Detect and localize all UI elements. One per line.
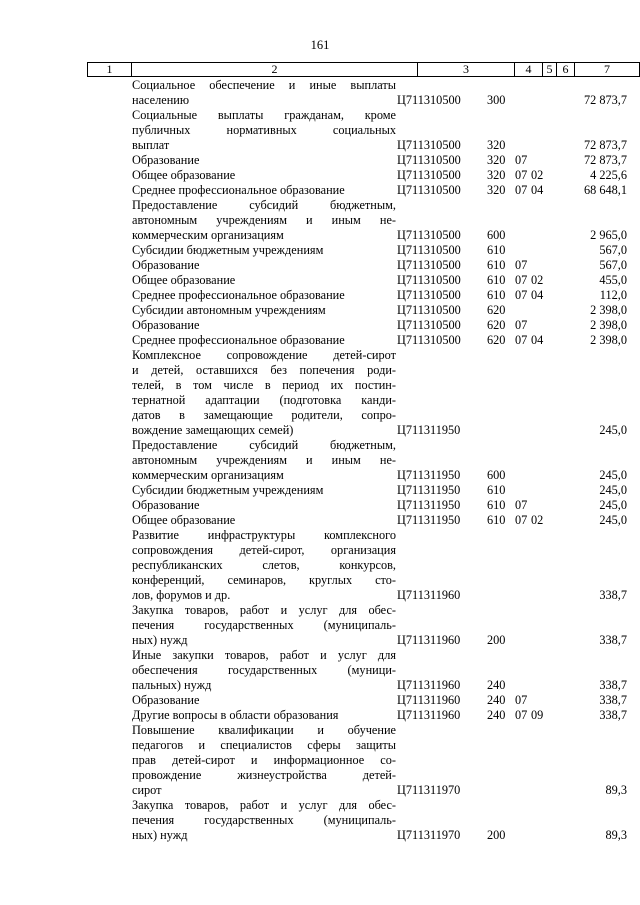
table-row — [87, 168, 627, 183]
row-code: Ц711310500 — [397, 153, 461, 167]
row-subsection — [531, 723, 549, 798]
row-section — [515, 243, 531, 258]
table-row — [87, 153, 627, 168]
row-expense-type — [487, 528, 515, 603]
row-name — [87, 483, 397, 498]
row-subsection — [531, 258, 549, 273]
row-code: Ц711310500 — [397, 288, 461, 302]
row-name — [87, 108, 397, 153]
row-section: 07 — [515, 168, 528, 182]
row-name-line: сопровождения детей-сирот, организация — [132, 543, 396, 557]
row-name-line: Общее образование — [132, 513, 236, 527]
row-section: 07 — [515, 513, 528, 527]
row-code: Ц711310500 — [397, 303, 461, 317]
row-expense-type: 610 — [487, 483, 506, 497]
row-name-line: Образование — [132, 498, 200, 512]
row-name — [87, 303, 397, 318]
row-name-line: Развитие инфраструктуры комплексного — [132, 528, 396, 542]
row-expense-type: 320 — [487, 138, 506, 152]
row-section: 07 — [515, 333, 528, 347]
row-name — [87, 603, 397, 648]
row-code: Ц711311950 — [397, 483, 461, 497]
row-section — [515, 303, 531, 318]
row-subsection — [531, 153, 549, 168]
row-expense-type: 610 — [487, 288, 506, 302]
row-subsection: 02 — [531, 513, 544, 527]
row-amount: 89,3 — [605, 783, 627, 797]
row-amount: 567,0 — [599, 243, 627, 257]
table-row — [87, 198, 627, 243]
row-subsection: 02 — [531, 273, 544, 287]
row-expense-type — [487, 348, 515, 438]
row-expense-type: 320 — [487, 168, 506, 182]
row-expense-type: 320 — [487, 183, 506, 197]
row-name — [87, 333, 397, 348]
row-section — [515, 798, 531, 843]
table-row — [87, 723, 627, 798]
table-row — [87, 273, 627, 288]
row-expense-type: 610 — [487, 258, 506, 272]
row-code: Ц711310500 — [397, 273, 461, 287]
row-name — [87, 288, 397, 303]
table-row — [87, 528, 627, 603]
row-name-line: автономным учреждениям и иным не- — [132, 213, 396, 227]
table-row — [87, 513, 627, 528]
row-name-line: педагогов и специалистов сферы защиты — [132, 738, 396, 752]
row-expense-type: 200 — [487, 633, 506, 647]
table-row — [87, 183, 627, 198]
row-subsection — [531, 528, 549, 603]
row-name-line: ных) нужд — [132, 828, 188, 842]
table-row — [87, 108, 627, 153]
row-name-line: печения государственных (муниципаль- — [132, 618, 396, 632]
row-subsection — [531, 798, 549, 843]
row-name-line: Закупка товаров, работ и услуг для обес- — [132, 603, 396, 617]
table-row — [87, 648, 627, 693]
table-row — [87, 333, 627, 348]
row-name-line: Повышение квалификации и обучение — [132, 723, 396, 737]
column-header-7: 7 — [575, 63, 640, 77]
row-section — [515, 603, 531, 648]
row-subsection — [531, 483, 549, 498]
row-name — [87, 183, 397, 198]
row-name-line: Среднее профессиональное образование — [132, 183, 345, 197]
row-name-line: вождение замещающих семей) — [132, 423, 294, 437]
row-section — [515, 483, 531, 498]
row-section: 07 — [515, 693, 528, 707]
table-row — [87, 693, 627, 708]
row-subsection — [531, 438, 549, 483]
row-name-line: Иные закупки товаров, работ и услуг для — [132, 648, 396, 662]
table-row — [87, 498, 627, 513]
row-subsection — [531, 348, 549, 438]
row-name — [87, 168, 397, 183]
row-amount: 455,0 — [599, 273, 627, 287]
row-section — [515, 78, 531, 108]
row-expense-type: 320 — [487, 153, 506, 167]
row-code: Ц711311960 — [397, 588, 461, 602]
row-name — [87, 798, 397, 843]
row-subsection — [531, 78, 549, 108]
row-name — [87, 723, 397, 798]
row-section: 07 — [515, 183, 528, 197]
column-header-2: 2 — [132, 63, 418, 77]
row-subsection: 04 — [531, 333, 544, 347]
row-name-line: Образование — [132, 258, 200, 272]
column-header-5: 5 — [543, 63, 557, 77]
table-row — [87, 603, 627, 648]
row-name-line: Субсидии автономным учреждениям — [132, 303, 326, 317]
row-name-line: Общее образование — [132, 273, 236, 287]
table-row — [87, 258, 627, 273]
column-header-6: 6 — [557, 63, 575, 77]
row-section — [515, 108, 531, 153]
row-name-line: Социальное обеспечение и иные выплаты — [132, 78, 396, 92]
row-code: Ц711310500 — [397, 318, 461, 332]
row-name-line: датов в замещающие родители, сопро- — [132, 408, 396, 422]
row-expense-type: 240 — [487, 693, 506, 707]
row-name-line: Предоставление субсидий бюджетным, — [132, 198, 396, 212]
row-expense-type: 610 — [487, 513, 506, 527]
row-subsection: 09 — [531, 708, 544, 722]
row-name-line: ных) нужд — [132, 633, 188, 647]
row-code: Ц711311960 — [397, 693, 461, 707]
row-name-line: коммерческим организациям — [132, 228, 284, 242]
row-section: 07 — [515, 288, 528, 302]
row-name-line: публичных нормативных социальных — [132, 123, 396, 137]
row-amount: 2 398,0 — [590, 333, 627, 347]
row-code: Ц711310500 — [397, 138, 461, 152]
row-section: 07 — [515, 498, 528, 512]
row-amount: 245,0 — [599, 483, 627, 497]
row-code: Ц711310500 — [397, 333, 461, 347]
row-name-line: лов, форумов и др. — [132, 588, 231, 602]
row-name — [87, 318, 397, 333]
row-section — [515, 528, 531, 603]
row-expense-type: 620 — [487, 303, 506, 317]
row-name — [87, 78, 397, 108]
row-name-line: Субсидии бюджетным учреждениям — [132, 483, 324, 497]
row-section: 07 — [515, 273, 528, 287]
budget-table — [87, 78, 627, 843]
row-amount: 72 873,7 — [583, 153, 627, 167]
row-subsection: 02 — [531, 168, 544, 182]
row-name-line: провождение жизнеустройства детей- — [132, 768, 396, 782]
row-code: Ц711310500 — [397, 243, 461, 257]
row-name — [87, 348, 397, 438]
row-name-line: обеспечения государственных (муници- — [132, 663, 396, 677]
row-name-line: телей, в том числе в период их постин- — [132, 378, 396, 392]
row-expense-type: 300 — [487, 93, 506, 107]
row-name-line: тернатной адаптации (подготовка канди- — [132, 393, 396, 407]
row-code: Ц711311960 — [397, 708, 461, 722]
row-subsection — [531, 498, 549, 513]
row-amount: 72 873,7 — [583, 93, 627, 107]
row-name-line: Закупка товаров, работ и услуг для обес- — [132, 798, 396, 812]
row-amount: 68 648,1 — [583, 183, 627, 197]
table-row — [87, 78, 627, 108]
row-expense-type: 610 — [487, 498, 506, 512]
row-name — [87, 528, 397, 603]
column-header-3: 3 — [418, 63, 515, 77]
row-subsection: 04 — [531, 288, 544, 302]
row-code: Ц711310500 — [397, 258, 461, 272]
row-name-line: сирот — [132, 783, 162, 797]
table-row — [87, 438, 627, 483]
row-amount: 245,0 — [599, 468, 627, 482]
row-code: Ц711310500 — [397, 183, 461, 197]
row-name — [87, 198, 397, 243]
row-name-line: пальных) нужд — [132, 678, 212, 692]
row-name — [87, 498, 397, 513]
row-expense-type — [487, 723, 515, 798]
row-name-line: республиканских слетов, конкурсов, — [132, 558, 396, 572]
table-row — [87, 483, 627, 498]
row-amount: 338,7 — [599, 693, 627, 707]
table-row — [87, 288, 627, 303]
row-name-line: коммерческим организациям — [132, 468, 284, 482]
row-amount: 338,7 — [599, 588, 627, 602]
row-expense-type: 610 — [487, 273, 506, 287]
row-amount: 567,0 — [599, 258, 627, 272]
row-name-line: Предоставление субсидий бюджетным, — [132, 438, 396, 452]
row-name-line: Среднее профессиональное образование — [132, 288, 345, 302]
row-name-line: автономным учреждениям и иным не- — [132, 453, 396, 467]
row-code: Ц711311970 — [397, 828, 461, 842]
row-expense-type: 610 — [487, 243, 506, 257]
row-name — [87, 513, 397, 528]
row-subsection — [531, 648, 549, 693]
row-name-line: Другие вопросы в области образования — [132, 708, 339, 722]
row-subsection — [531, 318, 549, 333]
row-name — [87, 438, 397, 483]
row-section — [515, 348, 531, 438]
table-row — [87, 798, 627, 843]
row-name-line: конференций, семинаров, круглых сто- — [132, 573, 396, 587]
row-code: Ц711310500 — [397, 228, 461, 242]
row-code: Ц711311960 — [397, 633, 461, 647]
row-code: Ц711311950 — [397, 468, 461, 482]
table-row — [87, 708, 627, 723]
row-name-line: Среднее профессиональное образование — [132, 333, 345, 347]
table-row — [87, 303, 627, 318]
row-subsection — [531, 693, 549, 708]
row-amount: 2 965,0 — [590, 228, 627, 242]
row-amount: 245,0 — [599, 513, 627, 527]
row-name-line: Образование — [132, 318, 200, 332]
row-section: 07 — [515, 258, 528, 272]
column-header-row — [87, 62, 640, 77]
column-header-4: 4 — [515, 63, 543, 77]
row-code: Ц711311970 — [397, 783, 461, 797]
row-section — [515, 438, 531, 483]
row-subsection — [531, 303, 549, 318]
row-amount: 338,7 — [599, 678, 627, 692]
row-name-line: печения государственных (муниципаль- — [132, 813, 396, 827]
row-section — [515, 198, 531, 243]
row-code: Ц711311960 — [397, 678, 461, 692]
column-header-1: 1 — [88, 63, 132, 77]
row-name-line: Социальные выплаты гражданам, кроме — [132, 108, 396, 122]
table-row — [87, 348, 627, 438]
row-amount: 4 225,6 — [590, 168, 627, 182]
row-name-line: Образование — [132, 153, 200, 167]
row-subsection — [531, 603, 549, 648]
row-amount: 245,0 — [599, 423, 627, 437]
row-amount: 72 873,7 — [583, 138, 627, 152]
row-amount: 245,0 — [599, 498, 627, 512]
page-number: 161 — [310, 38, 330, 52]
row-name-line: Комплексное сопровождение детей-сирот — [132, 348, 396, 362]
row-subsection — [531, 243, 549, 258]
row-section — [515, 723, 531, 798]
row-code: Ц711311950 — [397, 498, 461, 512]
row-amount: 2 398,0 — [590, 303, 627, 317]
row-expense-type: 620 — [487, 333, 506, 347]
row-expense-type: 620 — [487, 318, 506, 332]
row-code: Ц711311950 — [397, 513, 461, 527]
row-section: 07 — [515, 318, 528, 332]
row-name — [87, 708, 397, 723]
row-code: Ц711310500 — [397, 93, 461, 107]
row-amount: 112,0 — [599, 288, 627, 302]
table-row — [87, 318, 627, 333]
row-name-line: прав детей-сирот и информационное со- — [132, 753, 396, 767]
row-name-line: населению — [132, 93, 190, 107]
row-name-line: и детей, оставшихся без попечения роди- — [132, 363, 396, 377]
row-expense-type: 600 — [487, 228, 506, 242]
row-amount: 338,7 — [599, 633, 627, 647]
row-name — [87, 258, 397, 273]
row-expense-type: 240 — [487, 678, 506, 692]
row-amount: 2 398,0 — [590, 318, 627, 332]
row-subsection: 04 — [531, 183, 544, 197]
row-name — [87, 693, 397, 708]
row-code: Ц711311950 — [397, 423, 461, 437]
row-subsection — [531, 198, 549, 243]
row-expense-type: 240 — [487, 708, 506, 722]
row-section — [515, 648, 531, 693]
row-section: 07 — [515, 153, 528, 167]
row-name — [87, 648, 397, 693]
row-code: Ц711310500 — [397, 168, 461, 182]
row-name-line: Субсидии бюджетным учреждениям — [132, 243, 324, 257]
row-name-line: Общее образование — [132, 168, 236, 182]
row-name — [87, 273, 397, 288]
row-amount: 338,7 — [599, 708, 627, 722]
row-subsection — [531, 108, 549, 153]
table-row — [87, 243, 627, 258]
row-section: 07 — [515, 708, 528, 722]
row-expense-type: 200 — [487, 828, 506, 842]
row-name-line: выплат — [132, 138, 170, 152]
row-name-line: Образование — [132, 693, 200, 707]
row-name — [87, 153, 397, 168]
row-amount: 89,3 — [605, 828, 627, 842]
row-name — [87, 243, 397, 258]
row-expense-type: 600 — [487, 468, 506, 482]
